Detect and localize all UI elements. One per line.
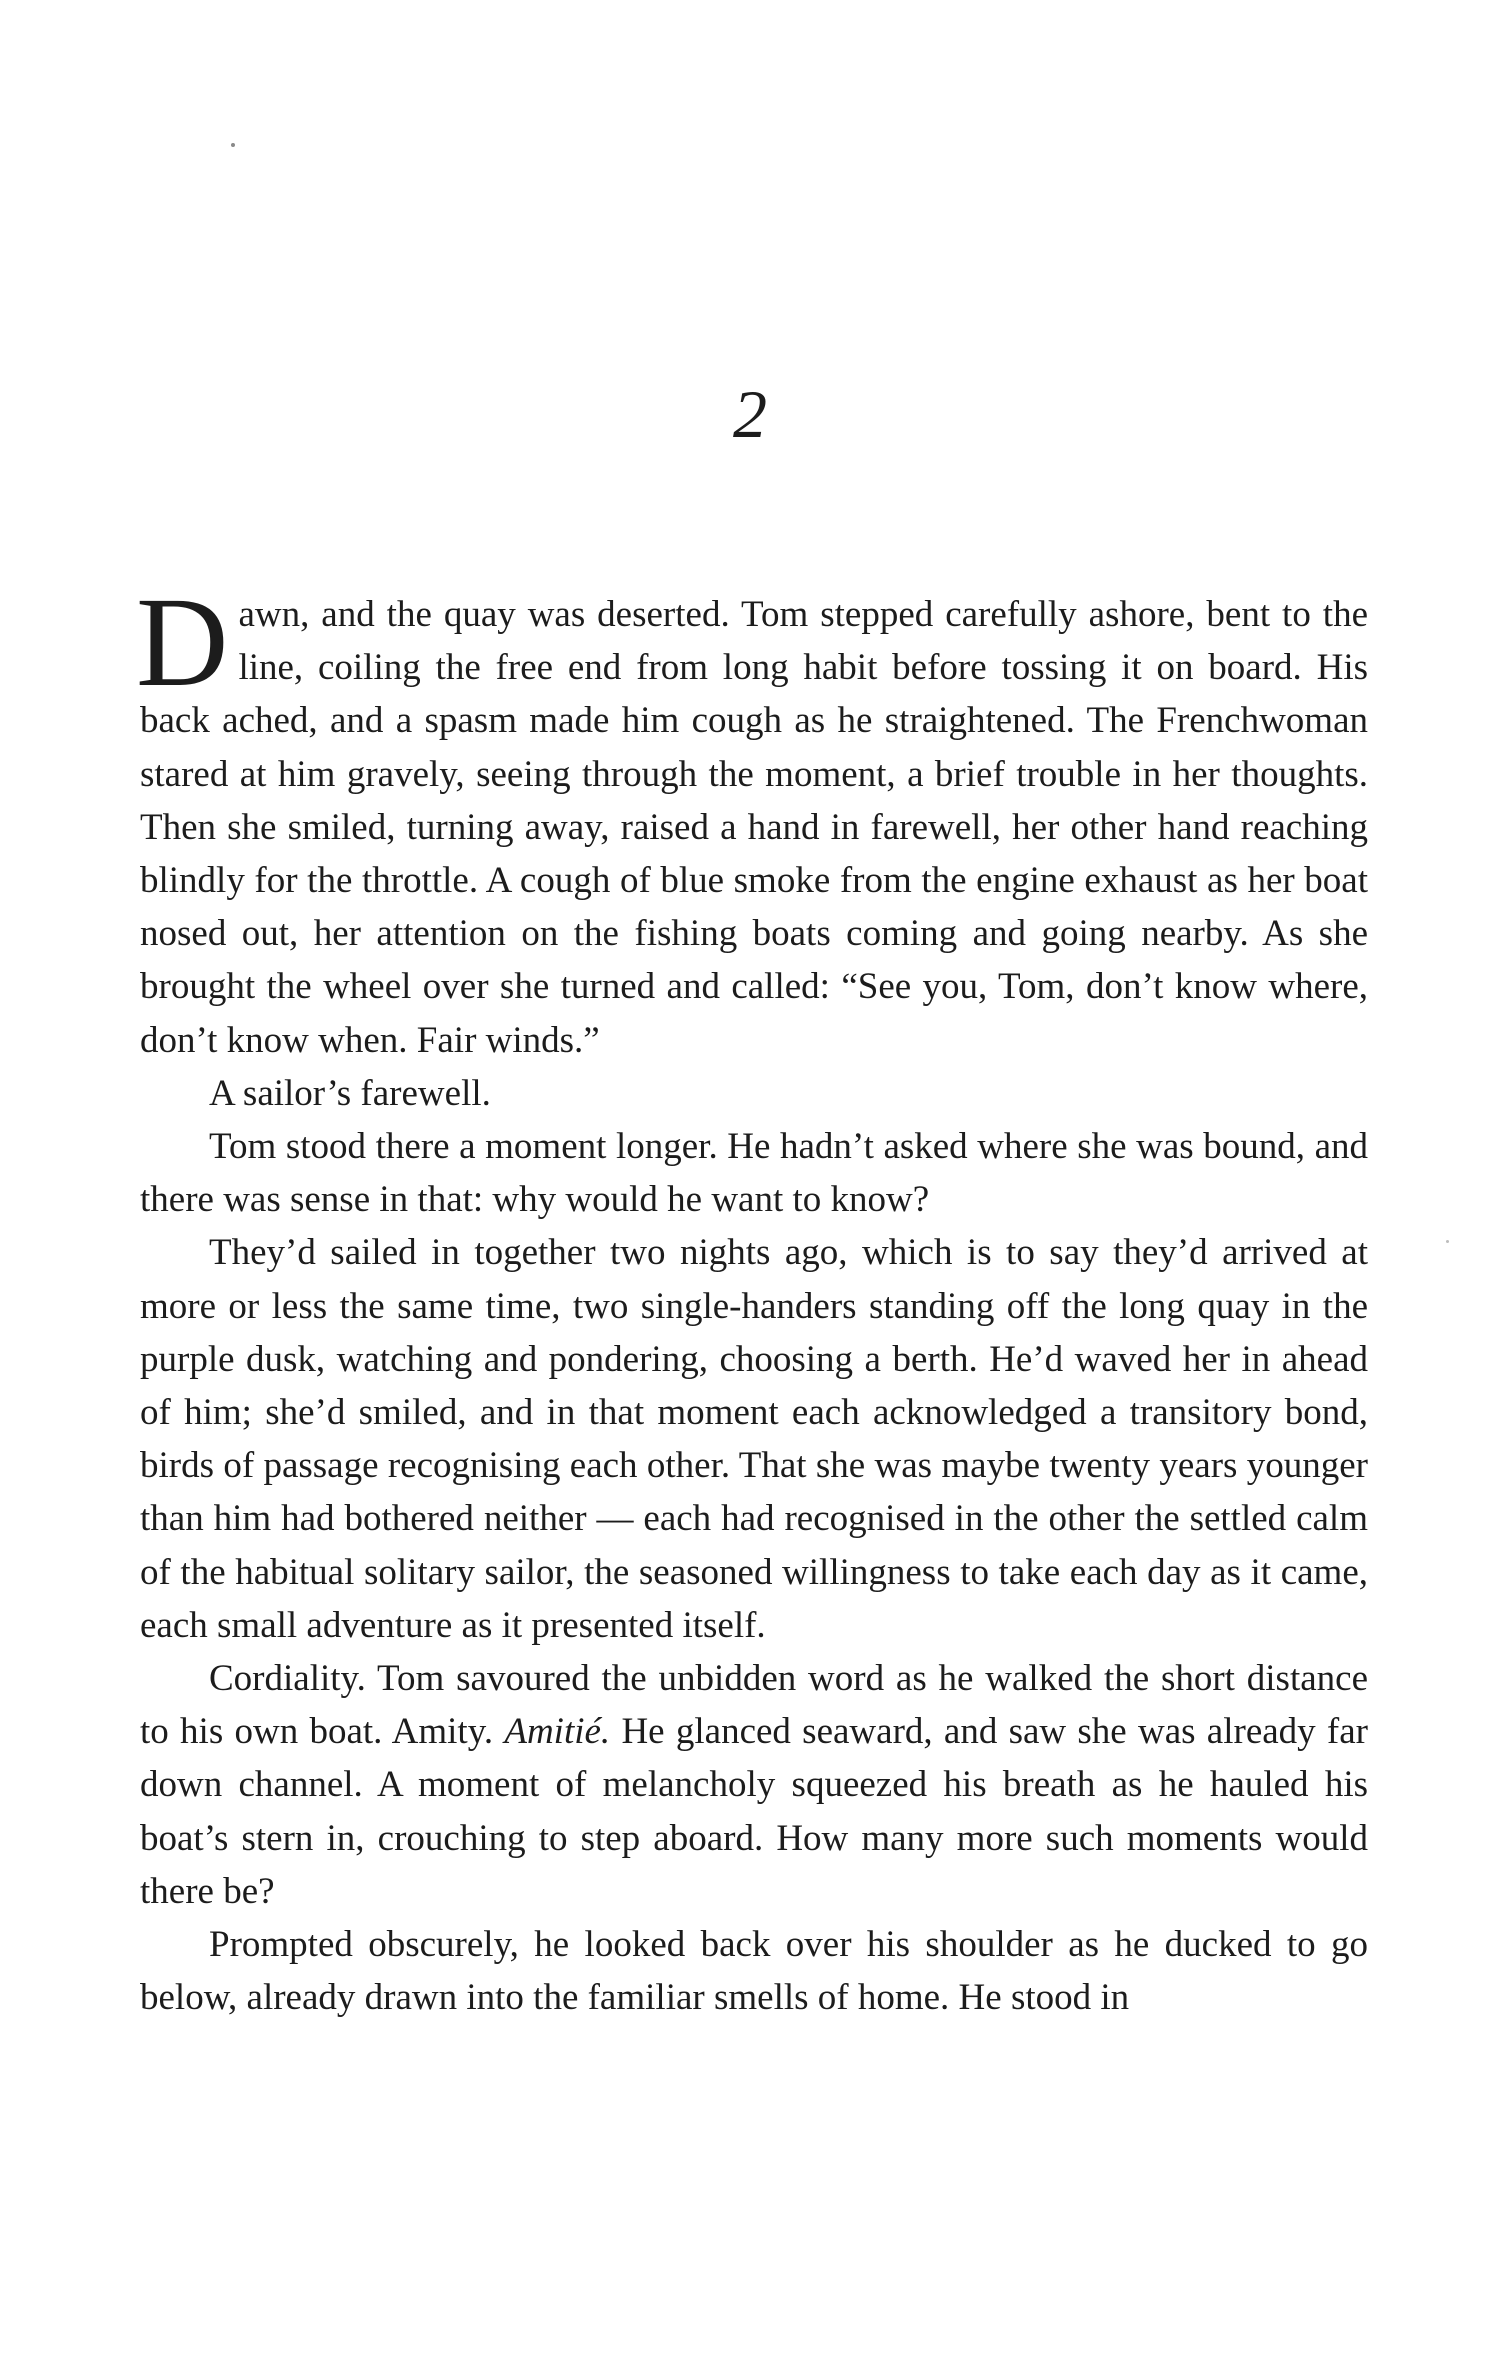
chapter-body [136,571,1368,2024]
drop-cap: D [136,571,229,713]
paragraph-1 [136,571,1368,1067]
paragraph-4: They’d sailed in together two nights ago, which is to say they’d arrived at more or less the same time, two single-handers standing off the long quay in the purple dusk, watching and pondering, choosing a berth. He’d waved her in ahead of him; she’d smiled, and in that moment each acknowledged a transitory bond, birds of passage recognising each other. That she was maybe twenty years younger than him had bothered neither — each had recognised in the other the settled calm of the habitual solitary sailor, the seasoned willingness to take each day as it came, each small adventure as it presented itself. [140,1232,1368,1646]
scan-speck [1446,1240,1449,1243]
paragraph-3: Tom stood there a moment longer. He hadn’t asked where she was bound, and there was sense in that: why would he want to know? [140,1126,1368,1221]
italic-word: Amitié. [504,1711,611,1753]
scan-speck [231,143,235,147]
paragraph-2: A sailor’s farewell. [209,1072,491,1114]
paragraph-text: He glanced seaward, and saw she was already far down channel. A moment of melancholy squeezed his breath as he hauled his boat’s stern in, crouching to step aboard. How many more such moments would there be? [140,1711,1368,1912]
chapter-number: 2 [733,376,767,452]
paragraph-text: Cordiality. Tom savoured the unbidden word as he walked the short distance to his own boat. Amity. [140,1658,1368,1753]
paragraph-text: awn, and the quay was deserted. Tom stepped carefully ashore, bent to the line, coiling the free end from long habit before tossing it on board. His back ached, and a spasm made him cough as he straightened. The Frenchwoman stared at him gravely, seeing through the moment, a brief trouble in her thoughts. Then she smiled, turning away, raised a hand in farewell, her other hand reaching blindly for the throttle. A cough of blue smoke from the engine exhaust as her boat nosed out, her attention on the fishing boats coming and going nearby. As she brought the wheel over she turned and called: “See you, Tom, don’t know where, don’t know when. Fair winds.” [140,594,1368,1061]
paragraph-6: Prompted obscurely, he looked back over his shoulder as he ducked to go below, already drawn into the familiar smells of home. He stood in [140,1924,1368,2019]
paragraph-5 [140,1652,1368,1918]
